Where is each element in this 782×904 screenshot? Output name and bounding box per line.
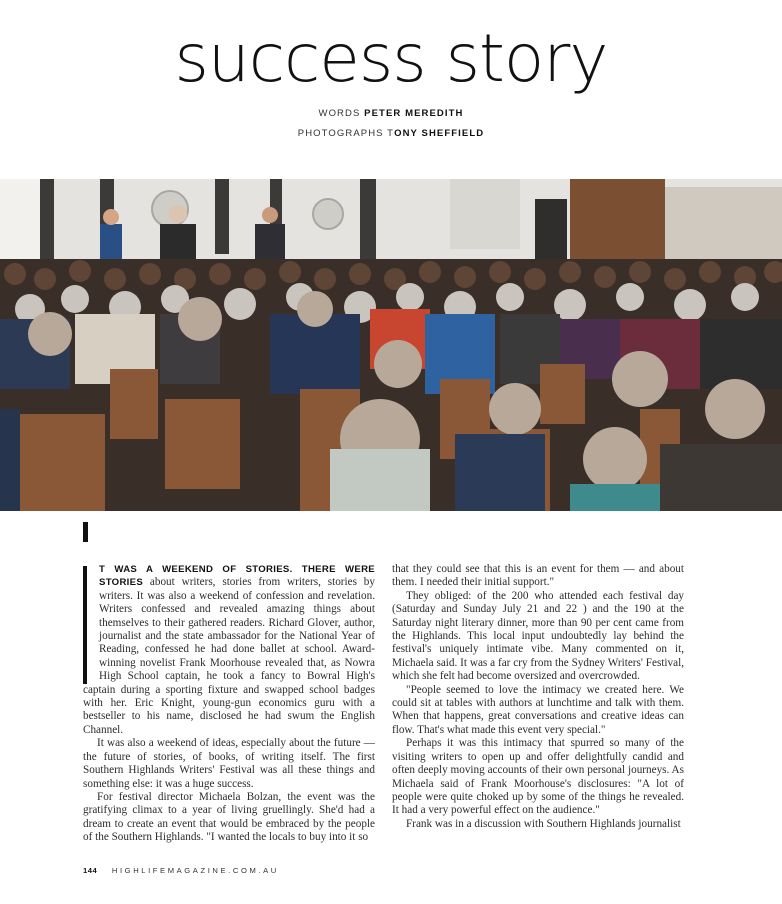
byline-photographs (0, 128, 782, 139)
page-footer (83, 866, 279, 875)
site-url: HIGHLIFEMAGAZINE.COM.AU (111, 866, 279, 875)
paragraph-5: They obliged: of the 200 who attended each festival day (Saturday and Sunday July 21 and 22 ) and the 190 at the Saturday night literary dinner, more than 90 per cent came from the Highlands. This local input undoubtedly lay behind the festival's uniquely intimate vibe. Many commented on it, Michaela said. It was a far cry from the Sydney Writers' Festival, which she felt had become oversized and overcrowded. (392, 589, 684, 683)
paragraph-3: For festival director Michaela Bolzan, the event was the gratifying climax to a year of living gruellingly. She'd had a dream to create an event that would be embraced by the people of the Southern Highlands. "I wanted the locals to buy into it so (83, 790, 375, 844)
audience-photo (0, 179, 782, 511)
paragraph-8: Frank was in a discussion with Southern Highlands journalist (406, 817, 681, 830)
page-title: success story (174, 20, 608, 97)
page-number: 144 (83, 866, 98, 875)
photographer-name: ONY SHEFFIELD (394, 128, 485, 139)
audience-photo-image (0, 179, 782, 511)
drop-cap-spacer (83, 563, 99, 682)
author-name: PETER MEREDITH (364, 108, 464, 119)
paragraph-7: Perhaps it was this intimacy that spurred so many of the visiting writers to open up and offer delightfully candid and often deeply moving accounts of their own personal journeys. As Michaela said of Frank Moorhouse's disclosures: "A lot of people were quite choked up by some of the things he revealed. It had a very powerful effect on the audience." (392, 737, 684, 817)
paragraph-1 (83, 563, 375, 737)
paragraph-4: that they could see that this is an event for them — and about them. I needed their initial support." (392, 563, 684, 589)
byline-words (0, 108, 782, 119)
paragraph-6: "People seemed to love the intimacy we created here. We could sit at tables with authors at lunchtime and talk with them. When that happens, great conversations and creative ideas can flow. That's what made this event very special." (392, 683, 684, 736)
lead-in: T WAS A WEEKEND OF STORIES. THERE WERE STORIES (99, 564, 375, 589)
photographs-label: PHOTOGRAPHS T (297, 128, 395, 139)
paragraph-2: It was also a weekend of ideas, especially about the future — the future of stories, of books, of writing itself. The first Southern Highlands Writers' Festival was all these things and something else: it was a huge success. (83, 737, 375, 790)
article-column-2 (392, 563, 684, 831)
article-column-1 (83, 563, 375, 845)
drop-cap (83, 522, 88, 542)
paragraph-1-text: about writers, stories from writers, stories by writers. It was also a weekend of confession and revelation. Writers confessed and revealed amazing things about themselves to their gathered readers. Richard Glover, author, journalist and the state ambassador for the National Year of Reading, confessed he had done ballet at school. Award-winning novelist Frank Moorhouse revealed that, as Nowra High School captain, he took a fancy to Bowral High's captain during a sporting fixture and swapped school badges with her. Eric Knight, young-gun economics guru with a bestseller to his name, disclosed he had swum the English Channel. (83, 576, 375, 736)
words-label: WORDS (318, 108, 361, 119)
